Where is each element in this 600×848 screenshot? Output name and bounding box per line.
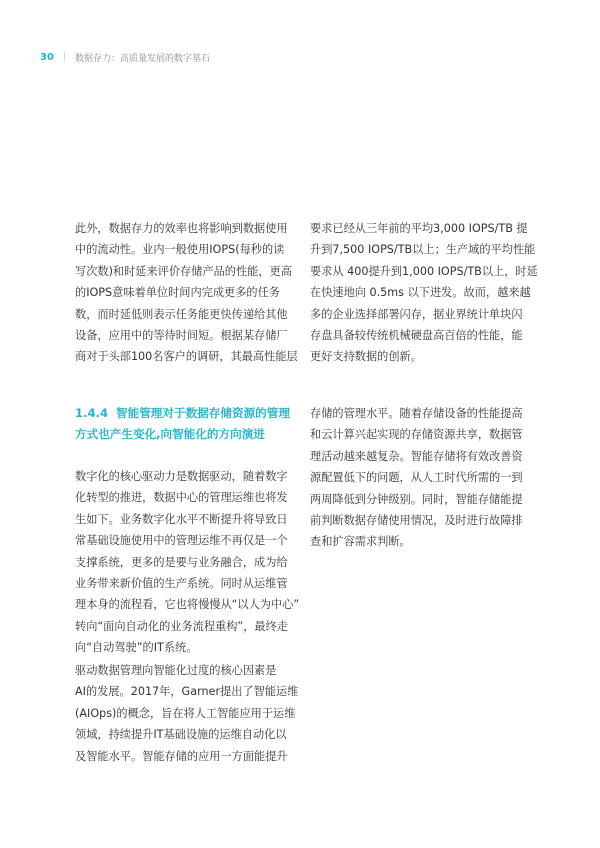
text-line: 和云计算兴起实现的存储资源共享，数据管 [310, 428, 523, 442]
text-line: 业务带来新价值的生产系统。同时从运维管 [75, 577, 288, 591]
text-line: 及智能水平。智能存储的应用一方面能提升 [75, 749, 288, 763]
text-line: (AIOps)的概念，旨在将人工智能应用于运维 [75, 706, 296, 720]
text-line: 理活动越来越复杂。智能存储将有效改善资 [310, 449, 523, 463]
text-line: 在快速地向 0.5ms 以下进发。故而，越来越 [310, 286, 531, 300]
text-line: 此外，数据存力的效率也将影响到数据使用 [75, 222, 288, 235]
text-line: 的IOPS意味着单位时间内完成更多的任务 [75, 286, 280, 300]
right-column-paragraph-2 [310, 403, 542, 553]
header-separator: | [62, 52, 66, 62]
text-line: 数，而时延低则表示任务能更快传递给其他 [75, 307, 288, 321]
running-title: 数据存力：高质量发展的数字基石 [74, 53, 210, 64]
left-column-paragraph-2 [75, 466, 307, 659]
text-line: 向“自动驾驶”的IT系统。 [75, 641, 198, 655]
left-column-paragraph-1 [75, 218, 307, 368]
text-line: 多的企业选择部署闪存，据业界统计单块闪 [310, 307, 523, 321]
text-line: 升到7,500 IOPS/TB以上；生产域的平均性能 [310, 243, 536, 257]
text-line: 转向“面向自动化的业务流程重构”，最终走 [75, 619, 288, 633]
text-line: 理本身的流程看，它也将慢慢从“以人为中心” [75, 598, 300, 612]
text-line: 存储的管理水平。随着存储设备的性能提高 [310, 407, 523, 420]
text-line: 源配置低下的问题，从人工时代所需的一到 [310, 471, 523, 485]
text-line: 查和扩容需求判断。 [310, 535, 411, 549]
text-line: 驱动数据管理向智能化过度的核心因素是 [75, 664, 277, 677]
section-number: 1.4.4 [75, 406, 109, 420]
text-line: 商对于头部100名客户的调研，其最高性能层 [75, 350, 298, 364]
right-column-paragraph-1 [310, 218, 542, 368]
text-line: 要求已经从三年前的平均3,000 IOPS/TB 提 [310, 222, 528, 235]
text-line: 中的流动性。业内一般使用IOPS(每秒的读 [75, 243, 285, 257]
section-title-line: 智能管理对于数据存储资源的管理 [116, 406, 290, 420]
text-line: 两周降低到分钟级别。同时，智能存储能提 [310, 492, 523, 506]
text-line: 常基础设施使用中的管理运维不再仅是一个 [75, 534, 288, 548]
section-title-line: 方式也产生变化,向智能化的方向演进 [75, 427, 265, 442]
text-line: 数字化的核心驱动力是数据驱动，随着数字 [75, 470, 288, 483]
text-line: 要求从 400提升到1,000 IOPS/TB以上，时延 [310, 264, 538, 278]
section-heading [75, 403, 307, 446]
text-line: 存盘具备较传统机械硬盘高百倍的性能，能 [310, 329, 523, 343]
text-line: 支撑系统，更多的是要与业务融合，成为给 [75, 555, 288, 569]
text-line: 生如下。业务数字化水平不断提升将导致日 [75, 512, 288, 526]
text-line: AI的发展。2017年，Garner提出了智能运维 [75, 685, 299, 699]
text-line: 领域，持续提升IT基础设施的运维自动化以 [75, 728, 287, 742]
text-line: 写次数)和时延来评价存储产品的性能，更高 [75, 264, 292, 278]
text-line: 化转型的推进，数据中心的管理运维也将发 [75, 491, 288, 505]
left-column-paragraph-3 [75, 660, 307, 767]
page-header [40, 50, 210, 64]
text-line: 设备，应用中的等待时间短。根据某存储厂 [75, 329, 288, 343]
text-line: 更好支持数据的创新。 [310, 350, 422, 364]
page-number: 30 [40, 51, 54, 63]
text-line: 前判断数据存储使用情况，及时进行故障排 [310, 514, 523, 528]
